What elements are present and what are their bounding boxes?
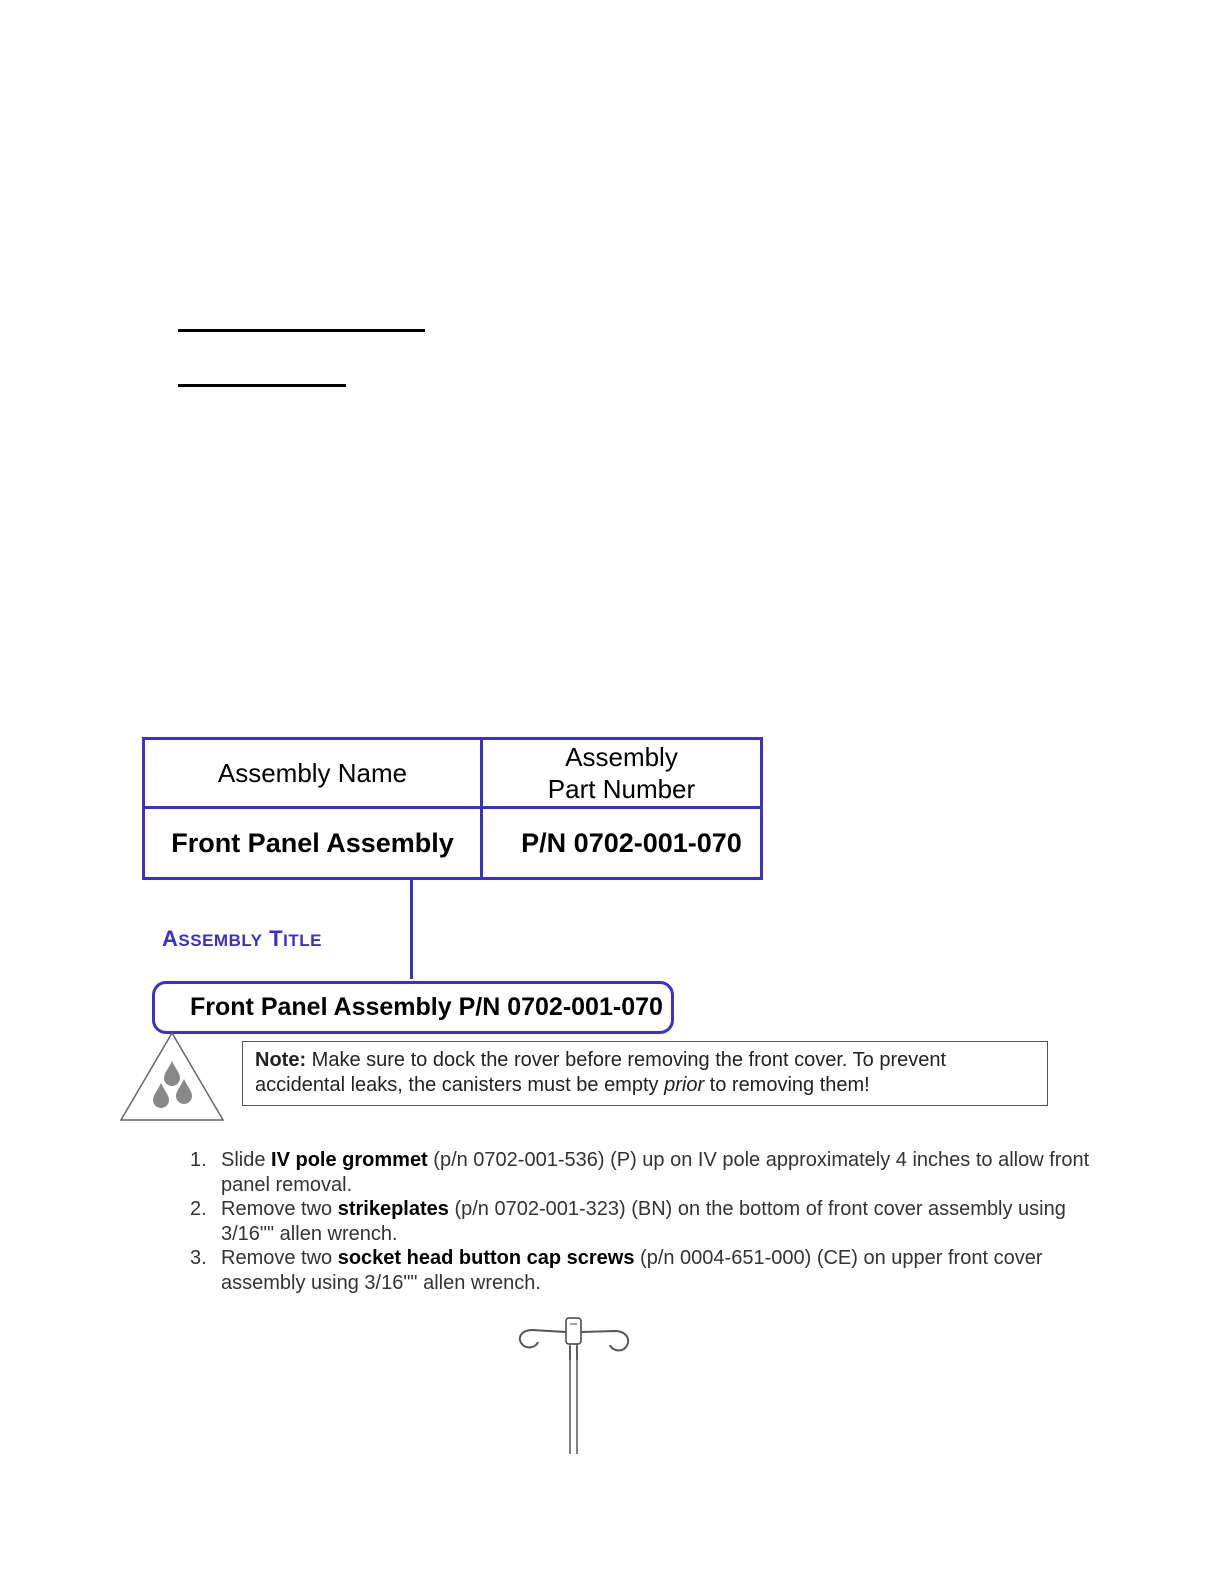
step-pre: Remove two — [221, 1198, 338, 1220]
value-assembly-part-number — [483, 809, 760, 877]
note-text-2: to removing them! — [704, 1074, 870, 1096]
step-bold: socket head button cap screws — [337, 1247, 635, 1269]
note-text-1: Make sure to dock the rover before removing the front cover. To prevent accidental leaks, the canisters must be empty — [255, 1049, 947, 1096]
note-box — [242, 1041, 1048, 1106]
label-t-cap: T — [269, 926, 284, 951]
label-a-rest: SSEMBLY — [178, 931, 263, 950]
header-assembly-name-text: Assembly Name — [217, 757, 408, 788]
value-assembly-pn-text: P/N 0702-001-070 — [521, 827, 742, 858]
step-post: (p/n 0702-001-323) (BN) on the bottom of front cover assembly using 3/16"" allen wrench. — [221, 1198, 1066, 1245]
step-bold: IV pole grommet — [271, 1149, 428, 1171]
assembly-table — [142, 737, 763, 880]
step-bold: strikeplates — [337, 1198, 449, 1220]
iv-pole-illustration — [512, 1310, 636, 1456]
step-pre: Slide — [221, 1149, 272, 1171]
value-assembly-name — [145, 809, 483, 877]
header-assembly-part-number — [483, 740, 760, 809]
assembly-title-box — [152, 981, 674, 1034]
blank-line-2 — [178, 384, 346, 387]
blank-line-1 — [178, 329, 425, 332]
header-assembly-name — [145, 740, 483, 809]
step-2 — [190, 1197, 1090, 1246]
step-number: 3. — [190, 1247, 207, 1269]
assembly-title-text: Front Panel Assembly P/N 0702-001-070 — [190, 993, 663, 1021]
note-label: Note: — [255, 1049, 307, 1071]
step-number: 2. — [190, 1198, 207, 1220]
header-pn-line2: Part Number — [547, 774, 696, 804]
step-1 — [190, 1148, 1090, 1197]
step-number: 1. — [190, 1149, 207, 1171]
label-a-cap: A — [162, 926, 179, 951]
label-t-rest: ITLE — [283, 931, 322, 950]
header-pn-line1: Assembly — [565, 742, 678, 772]
value-assembly-name-text: Front Panel Assembly — [171, 827, 454, 858]
step-pre: Remove two — [221, 1247, 338, 1269]
assembly-title-label — [162, 926, 322, 952]
instruction-steps — [190, 1148, 1090, 1295]
step-post: (p/n 0702-001-536) (P) up on IV pole approximately 4 inches to allow front panel removal. — [221, 1149, 1090, 1196]
connector-line — [410, 880, 413, 979]
step-3 — [190, 1246, 1090, 1295]
liquid-drops-warning-icon — [119, 1031, 225, 1123]
note-emphasis: prior — [664, 1074, 705, 1096]
step-post: (p/n 0004-651-000) (CE) on upper front cover assembly using 3/16"" allen wrench. — [221, 1247, 1043, 1294]
